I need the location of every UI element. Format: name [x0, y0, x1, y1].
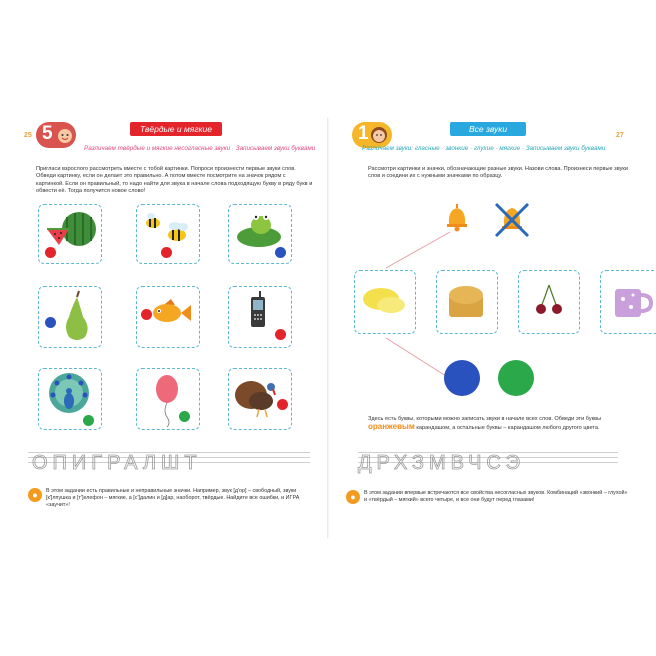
picture-card[interactable]	[136, 286, 200, 348]
picture-card[interactable]	[38, 368, 102, 430]
picture-card[interactable]	[228, 286, 292, 348]
right-page	[338, 118, 638, 538]
picture-card[interactable]	[38, 204, 102, 264]
picture-card[interactable]	[518, 270, 580, 334]
picture-card[interactable]	[354, 270, 416, 334]
exercise-badge	[36, 122, 76, 148]
soft-sound-marker[interactable]	[498, 360, 534, 396]
sound-marker[interactable]	[277, 399, 288, 410]
lightbulb-icon: ●	[346, 490, 360, 504]
letters-instruction: Здесь есть буквы, которыми можно записать звуки в начале всех слов. Обведи эти буквы оранжевым карандашом, а остальные буквы – карандашом любого другого цвета.	[368, 416, 602, 432]
sound-marker[interactable]	[45, 317, 56, 328]
exercise-number: 5	[42, 123, 53, 144]
sound-marker[interactable]	[83, 415, 94, 426]
crumb-item: Различаем твёрдые и мягкие несогласные звуки	[84, 145, 231, 152]
exercise-number: 1	[358, 123, 369, 144]
instruction-text: Пригласи взрослого рассмотреть вместе с тобой картинки. Попроси произнести первые звуки слов. Обведи картинку, если он делает это правильно. А потом вместе посмотрите на значок рядом с картинкой. Если он правильный, то надо найти для звука в начале слова подходящую букву в ряду букв и обвести её. Тогда получится новое слово!	[36, 166, 313, 195]
orange-word: оранжевым	[368, 422, 415, 432]
page-title: Все звуки	[450, 122, 526, 136]
picture-card[interactable]	[228, 368, 292, 430]
picture-card[interactable]	[136, 204, 200, 264]
breadcrumb: Различаем звуки: гласные · звонкие · глухие · мягкие · Записываем звуки буквами	[362, 145, 606, 152]
sound-marker[interactable]	[275, 247, 286, 258]
instruction-text: Рассмотри картинки и значки, обозначающие разные звуки. Назови слова. Произнеси первые звуки слов и соедини их с нужными значками по образцу.	[368, 166, 628, 180]
turkey-icon	[229, 369, 289, 427]
breadcrumb: Различаем твёрдые и мягкие несогласные звуки · Записываем звуки буквами	[84, 145, 316, 152]
child-face-icon	[57, 128, 73, 144]
sound-marker[interactable]	[141, 309, 152, 320]
lemon-icon	[355, 271, 413, 331]
parent-tip: В этом задании впервые встречаются все свойства несогласных звуков. Комбинаций «звонкий – глухой» и «твёрдый – мягкий» всего четыре, и все они будут перед глазами!	[364, 490, 628, 504]
bell-icon[interactable]	[444, 204, 470, 234]
lightbulb-icon: ●	[28, 488, 42, 502]
sound-marker[interactable]	[275, 329, 286, 340]
picture-card[interactable]	[228, 204, 292, 264]
hard-sound-marker[interactable]	[444, 360, 480, 396]
left-page	[22, 118, 322, 538]
sound-marker[interactable]	[45, 247, 56, 258]
page-number: 25	[24, 132, 32, 139]
picture-card[interactable]	[600, 270, 656, 334]
picture-card[interactable]	[436, 270, 498, 334]
picture-card[interactable]	[136, 368, 200, 430]
picture-card[interactable]	[38, 286, 102, 348]
sound-marker[interactable]	[161, 247, 172, 258]
letter-row[interactable]: ОПИГРАЛШТ	[32, 452, 202, 474]
cherry-icon	[519, 271, 577, 331]
book-spine	[327, 118, 329, 538]
page-number: 27	[616, 132, 624, 139]
pear-icon	[39, 287, 99, 345]
mug-icon	[601, 271, 656, 331]
letter-row[interactable]: ДРХЗМВЧСЭ	[358, 452, 525, 474]
sound-marker[interactable]	[179, 411, 190, 422]
bread-icon	[437, 271, 495, 331]
parent-tip: В этом задании есть правильные и неправильные значки. Например, звук [д'ор] – свободный, звуки [к']лпушка и [т']елефон – мягкие, а [с']далин и [д]ар, наоборот, твёрдые. Найдите все ошибки, и ИГРА «заучит»!	[46, 488, 300, 509]
crumb-item: Записываем звуки буквами	[235, 145, 316, 152]
page-title: Твёрдые и мягкие	[130, 122, 222, 136]
crossed-bell-icon[interactable]	[494, 202, 530, 238]
